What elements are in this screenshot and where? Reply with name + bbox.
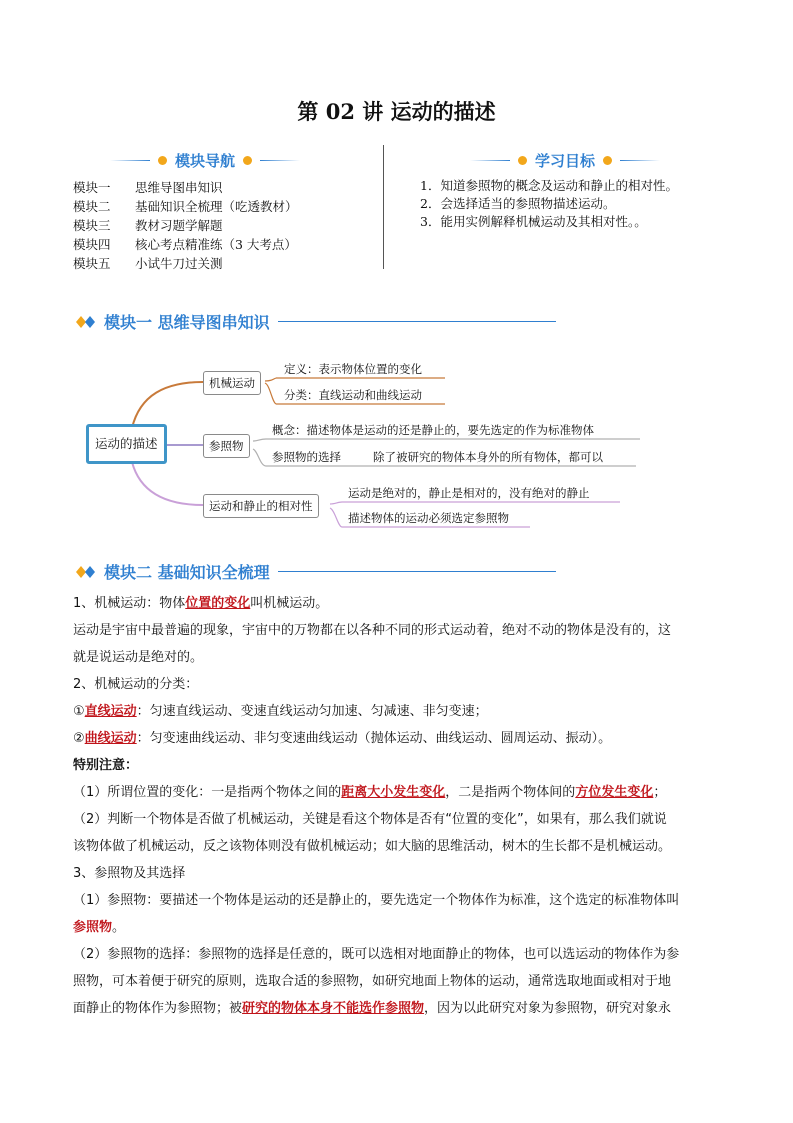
mindmap-branch-reference: 参照物	[203, 434, 250, 458]
nav-item-label: 核心考点精准练（3 大考点）	[135, 237, 297, 252]
section2-heading	[76, 560, 556, 583]
paragraph: ①直线运动：匀速直线运动、变速直线运动匀加速、匀减速、非匀变速；	[73, 704, 488, 719]
paragraph: （2）判断一个物体是否做了机械运动，关键是看这个物体是否有“位置的变化”，如果有，那么我们就说	[73, 812, 667, 827]
nav-item-label: 教材习题学解题	[135, 218, 223, 233]
nav-item-label: 思维导图串知识	[135, 180, 223, 195]
paragraph: 1、机械运动：物体位置的变化叫机械运动。	[73, 596, 329, 611]
mindmap-branch-motion: 机械运动	[203, 371, 261, 395]
nav-item-key: 模块二	[73, 199, 111, 214]
paragraph: 参照物。	[73, 920, 126, 935]
paragraph: 2、机械运动的分类：	[73, 677, 199, 692]
paragraph: （1）所谓位置的变化：一是指两个物体之间的距离大小发生变化，二是指两个物体间的方位发生变化；	[73, 785, 667, 800]
paragraph: 就是说运动是绝对的。	[73, 650, 204, 665]
paragraph: 面静止的物体作为参照物；被研究的物体本身不能选作参照物，因为以此研究对象为参照物，研究对象永	[73, 1001, 672, 1016]
diamond-icon	[76, 565, 98, 579]
nav-item-key: 模块三	[73, 218, 111, 233]
mindmap-leaf: 概念：描述物体是运动的还是静止的，要先选定的作为标准物体	[272, 423, 594, 437]
mindmap-leaf: 描述物体的运动必须选定参照物	[348, 511, 509, 525]
mindmap-leaf: 定义：表示物体位置的变化	[284, 362, 422, 376]
section1-title: 模块一 思维导图串知识	[104, 313, 270, 332]
nav-item-key: 模块一	[73, 180, 111, 195]
section-rule	[278, 571, 556, 572]
body-text	[73, 590, 725, 1022]
paragraph: （1）参照物：要描述一个物体是运动的还是静止的，要先选定一个物体作为标准，这个选定的标准物体叫	[73, 893, 680, 908]
paragraph: 运动是宇宙中最普遍的现象，宇宙中的万物都在以各种不同的形式运动着，绝对不动的物体是没有的，这	[73, 623, 672, 638]
paragraph: ②曲线运动：匀变速曲线运动、非匀变速曲线运动（抛体运动、曲线运动、圆周运动、振动）。	[73, 731, 612, 746]
section2-title: 模块二 基础知识全梳理	[104, 563, 270, 582]
nav-item-key: 模块四	[73, 237, 111, 252]
mindmap-leaf: 除了被研究的物体本身外的所有物体，都可以	[373, 450, 603, 464]
paragraph: 3、参照物及其选择	[73, 866, 186, 881]
paragraph: 照物，可本着便于研究的原则，选取合适的参照物，如研究地面上物体的运动，通常选取地面或相对于地	[73, 974, 672, 989]
paragraph: 特别注意：	[73, 758, 139, 773]
goal-item: 2．会选择适当的参照物描述运动。	[420, 196, 616, 211]
nav-item-key: 模块五	[73, 256, 111, 271]
page-title: 第 02 讲 运动的描述	[297, 99, 496, 124]
nav-item-label: 小试牛刀过关测	[135, 256, 223, 271]
mindmap-branch-relativity: 运动和静止的相对性	[203, 494, 319, 518]
mindmap-leaf: 参照物的选择	[272, 450, 341, 464]
paragraph: 该物体做了机械运动，反之该物体则没有做机械运动；如大脑的思维活动，树木的生长都不是机械运动。	[73, 839, 672, 854]
nav-heading-label: 模块导航	[175, 152, 236, 170]
mindmap-root: 运动的描述	[86, 424, 167, 464]
goal-item: 1．知道参照物的概念及运动和静止的相对性。	[420, 178, 678, 193]
paragraph: （2）参照物的选择：参照物的选择是任意的，既可以选相对地面静止的物体，也可以选运动的物体作为参	[73, 947, 680, 962]
goals-heading-label: 学习目标	[535, 152, 596, 170]
mindmap-leaf: 分类：直线运动和曲线运动	[284, 388, 422, 402]
mindmap-leaf: 运动是绝对的，静止是相对的，没有绝对的静止	[348, 486, 590, 500]
goal-item: 3．能用实例解释机械运动及其相对性。。	[420, 214, 647, 229]
nav-item-label: 基础知识全梳理（吃透教材）	[135, 199, 298, 214]
